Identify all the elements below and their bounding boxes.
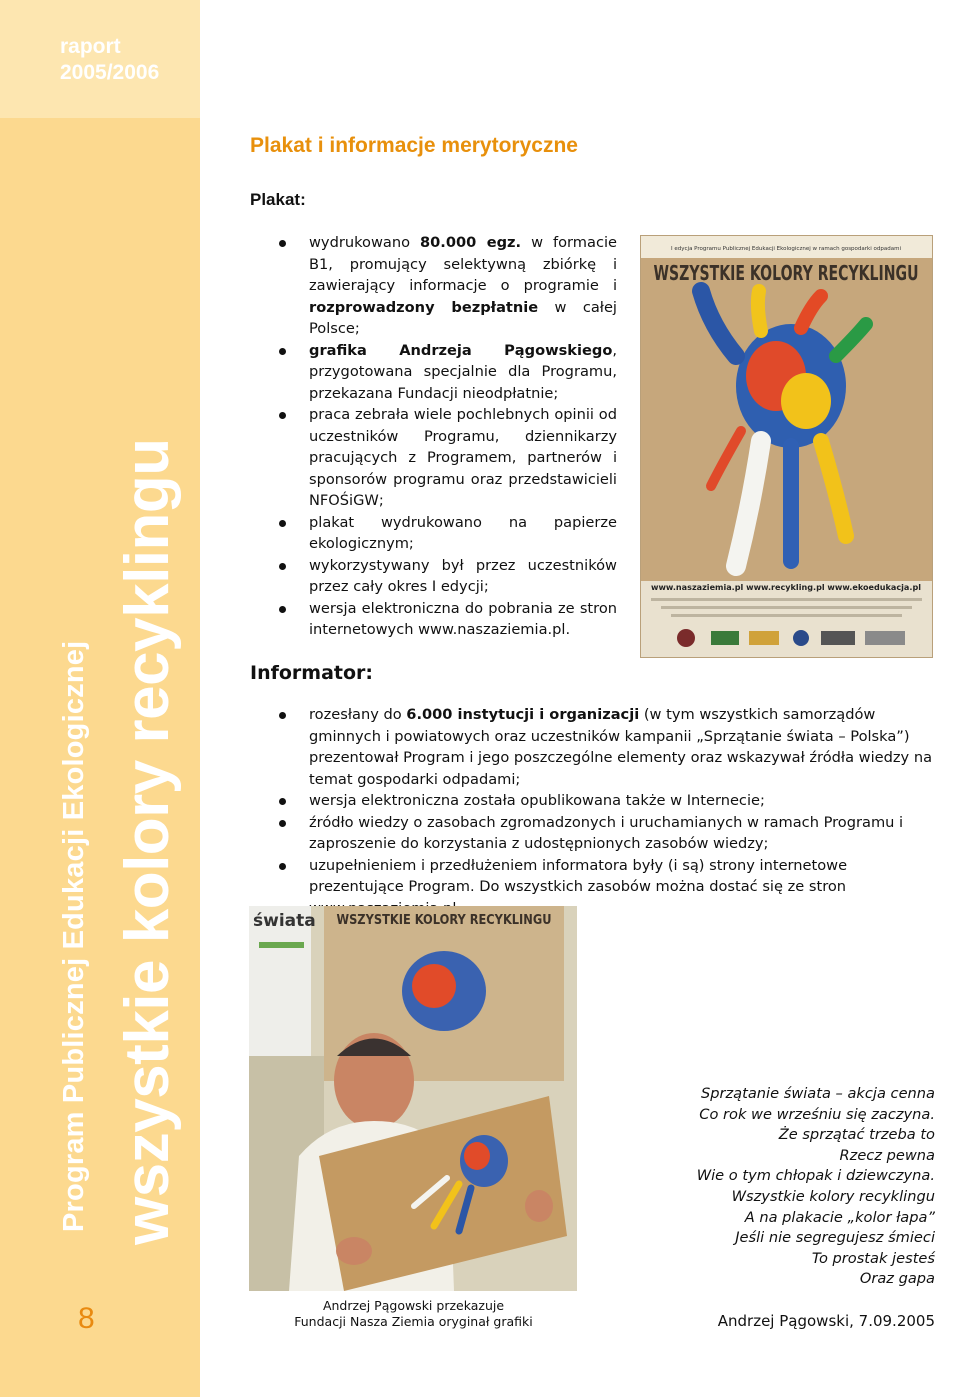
poem-line: To prostak jesteś xyxy=(811,1249,935,1267)
poster-image xyxy=(641,236,932,657)
poster-title: WSZYSTKIE KOLORY RECYKLINGU xyxy=(653,261,919,285)
poem-line: Sprzątanie świata – akcja cenna xyxy=(701,1085,935,1102)
caption-line2: Fundacji Nasza Ziemia oryginał grafiki xyxy=(294,1314,533,1329)
list-item: praca zebrała wiele pochlebnych opinii od uczestników Programu, dziennikarzy pracujących z Programem, partnerów i sponsorów programu oraz przedstawicieli NFOŚiGW; xyxy=(250,404,617,512)
list-item: wykorzystywany był przez uczestników przez cały okres I edycji; xyxy=(250,555,617,598)
poster-top-text: I edycja Programu Publicznej Edukacji Ekologicznej w ramach gospodarki odpadami xyxy=(671,246,901,252)
poem-line: Wie o tym chłopak i dziewczyna. xyxy=(696,1167,935,1185)
poster-urls: www.naszaziemia.pl www.recykling.pl www.ekoedukacja.pl xyxy=(651,583,922,592)
list-item: wersja elektroniczna do pobrania ze stron internetowych www.naszaziemia.pl. xyxy=(250,598,617,641)
poem-line: Oraz gapa xyxy=(859,1270,935,1288)
list-item: wydrukowano 80.000 egz. w formacie B1, promujący selektywną zbiórkę i zawierający informacje o programie i rozprowadzony bezpłatnie w całej Polsce; xyxy=(250,232,617,340)
informator-list xyxy=(250,704,940,919)
poem-line: A na plakacie „kolor łapa” xyxy=(744,1208,935,1226)
photo-pagowski xyxy=(249,906,577,1291)
poem xyxy=(680,1084,935,1290)
emphasis: grafika Andrzeja Pągowskiego xyxy=(309,341,613,359)
photo-poster-title: WSZYSTKIE KOLORY RECYKLINGU xyxy=(336,913,552,928)
list-item: źródło wiedzy o zasobach zgromadzonych i uruchamianych w ramach Programu i zaproszenie do korzystania z udostępnionych zasobów wiedzy; xyxy=(250,812,940,855)
report-label xyxy=(60,34,159,86)
poem-line: Wszystkie kolory recyklingu xyxy=(731,1187,935,1205)
report-line2: 2005/2006 xyxy=(60,61,160,84)
poem-line: Rzecz pewna xyxy=(839,1146,935,1164)
list-item: uzupełnieniem i przedłużeniem informatora były (i są) strony internetowe prezentujące Program. Do wszystkich zasobów można dostać się ze stron xyxy=(250,855,940,920)
list-item: wersja elektroniczna została opublikowana także w Internecie; xyxy=(250,790,940,812)
caption-line1: Andrzej Pągowski przekazuje xyxy=(322,1298,505,1313)
list-item: rozesłany do 6.000 instytucji i organizacji (w tym wszystkich samorządów gminnych i powiatowych oraz uczestników kampanii „Sprzątanie świata – Polska”) prezentował Program i jego poszczególne elementy oraz wskazywał źródła wiedzy na temat gospodarki odpadami; xyxy=(250,704,940,790)
list-item: plakat wydrukowano na papierze ekologicznym; xyxy=(250,512,617,555)
poem-line: Jeśli nie segregujesz śmieci xyxy=(735,1229,935,1247)
sidebar xyxy=(0,0,200,1397)
emphasis: rozprowadzony bezpłatnie xyxy=(309,298,539,316)
emphasis: 80.000 egz. xyxy=(419,234,522,251)
page-number: 8 xyxy=(78,1302,95,1335)
poem-line: Że sprzątać trzeba to xyxy=(778,1126,935,1144)
program-name: Program Publicznej Edukacji Ekologicznej xyxy=(58,640,90,1232)
poem-author: Andrzej Pągowski, 7.09.2005 xyxy=(717,1312,935,1330)
plakat-heading: Plakat: xyxy=(250,190,306,209)
page-title: Plakat i informacje merytoryczne xyxy=(250,134,578,157)
informator-heading: Informator: xyxy=(250,662,374,684)
photo-graphic xyxy=(249,906,577,1291)
poem-line: Co rok we wrześniu się zaczyna. xyxy=(699,1105,935,1123)
photo-bg-text: świata xyxy=(253,911,316,931)
poster-graphic xyxy=(641,236,932,657)
plakat-list xyxy=(250,232,617,641)
list-item: grafika Andrzeja Pągowskiego, przygotowana specjalnie dla Programu, przekazana Fundacji nieodpłatnie; xyxy=(250,340,617,405)
emphasis: 6.000 instytucji i organizacji xyxy=(406,706,640,723)
program-title: wszystkie kolory recyklingu xyxy=(113,438,182,1245)
report-line1: raport xyxy=(60,35,121,58)
photo-caption xyxy=(250,1298,577,1330)
